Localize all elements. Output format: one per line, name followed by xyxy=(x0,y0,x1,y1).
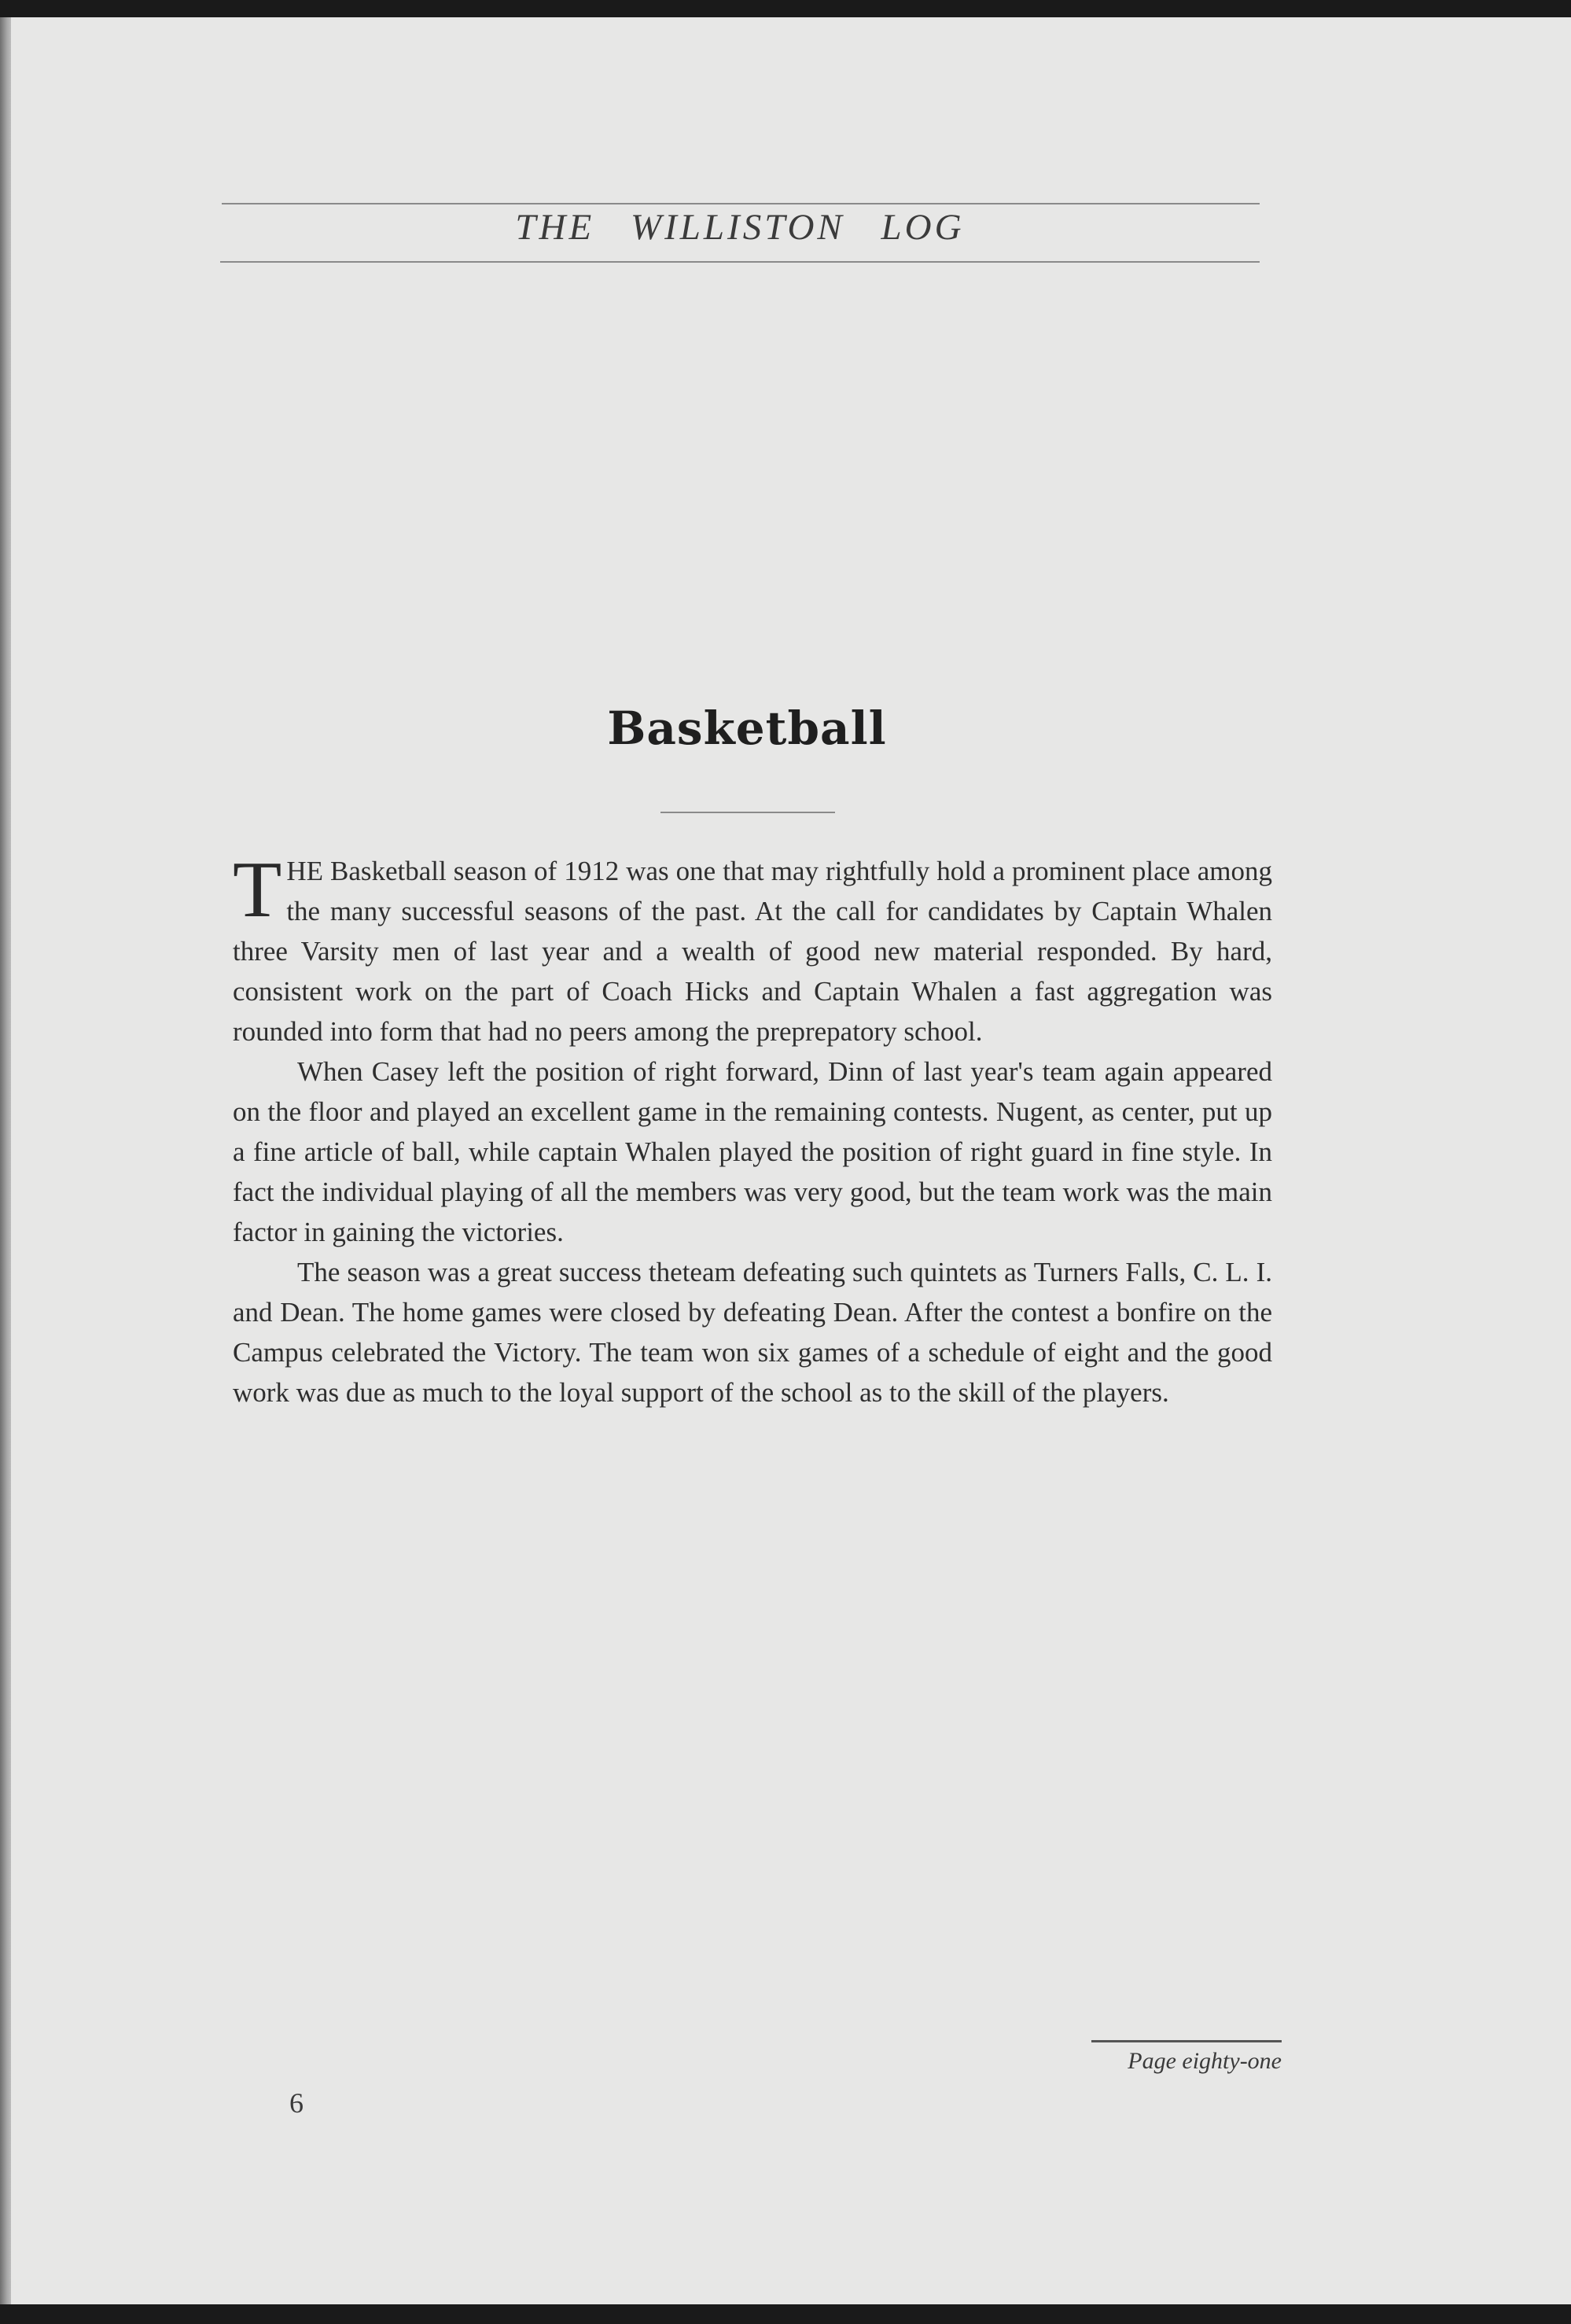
header-rule-top xyxy=(222,203,1260,204)
paragraph-3: The season was a great success theteam defeating such quintets as Turners Falls, C. L. I. and Dean. The home games were closed by defeating Dean. After the contest a bonfire on the Campus celebrated the Victory. The team won six games of a schedule of eight and the good work was due as much to the loyal support of the school as to the skill of the players. xyxy=(233,1257,1272,1408)
paragraph-1-text: HE Basketball season of 1912 was one that may rightfully hold a prominent place among the many successful seasons of the past. At the call for candidates by Captain Whalen three Varsity men of last year and a wealth of good new material responded. By hard, consistent work on the part of Coach Hicks and Captain Whalen a fast aggregation was rounded into form that had no peers among the preprepatory school. xyxy=(233,856,1272,1047)
header-rule-bottom xyxy=(220,261,1260,263)
article-title: Basketball xyxy=(607,702,887,755)
paragraph-2: When Casey left the position of right forward, Dinn of last year's team again appeared on the floor and played an excellent game in the remaining contests. Nugent, as center, put up a fine article of ball, while captain Whalen played the position of right guard in fine style. In fact the individual playing of all the members was very good, but the team work was the main factor in gaining the victories. xyxy=(233,1056,1272,1247)
folio-rule xyxy=(1091,2040,1282,2042)
page-number-folio: Page eighty-one xyxy=(1128,2048,1282,2074)
running-head-title: THE WILLISTON LOG xyxy=(515,207,965,248)
paragraph-1 xyxy=(233,845,1272,1052)
drop-cap: T xyxy=(233,845,282,934)
article-body xyxy=(233,845,1272,1412)
signature-mark: 6 xyxy=(289,2087,304,2119)
title-divider xyxy=(660,812,835,813)
